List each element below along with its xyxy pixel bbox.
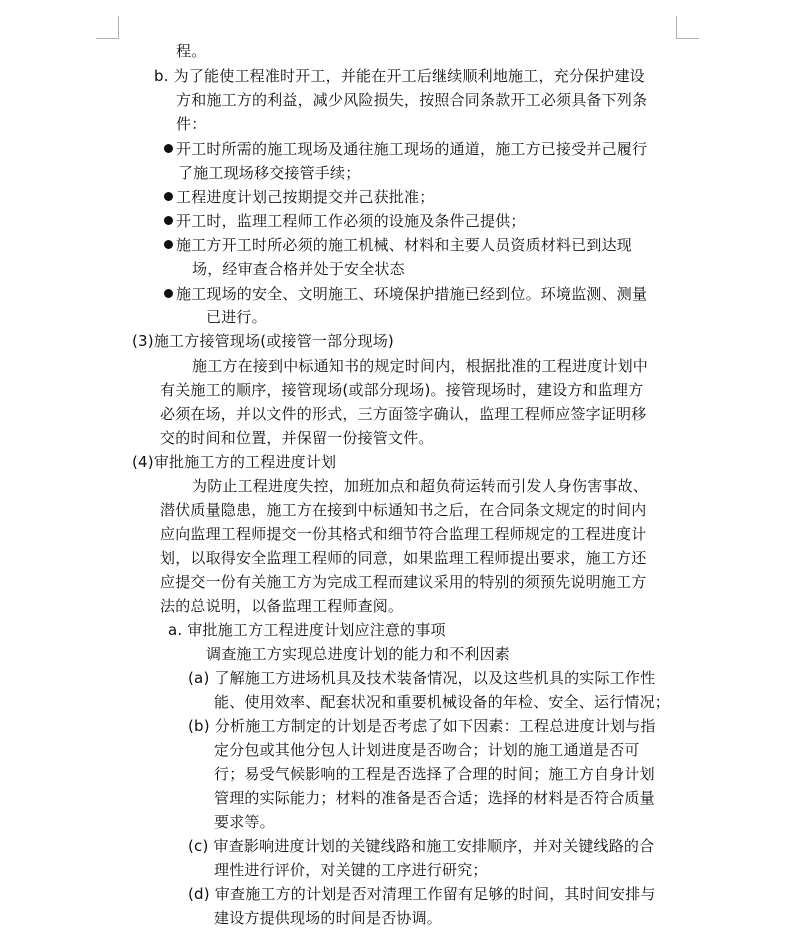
- bullet-icon: [164, 216, 173, 225]
- text-line: 施工方在接到中标通知书的规定时间内，根据批准的工程进度计划中: [192, 357, 649, 375]
- text-line: 管理的实际能力；材料的准备是否合适；选择的材料是否符合质量: [214, 789, 655, 807]
- bullet-item: [164, 186, 434, 208]
- text-line: 为防止工程进度失控，加班加点和超负荷运转而引发人身伤害事故、: [192, 477, 649, 495]
- bullet-icon: [164, 192, 173, 201]
- bullet-text: 工程进度计划己按期提交并己获批准；: [176, 188, 435, 206]
- bullet-item: [164, 283, 647, 305]
- text-line: 要求等。: [214, 813, 275, 831]
- bullet-text: 施工现场的安全、文明施工、环境保护措施已经到位。环境监测、测量: [176, 285, 648, 303]
- text-line: 场，经审查合格并处于安全状态: [192, 260, 405, 278]
- section-heading: (3)施工方接管现场(或接管一部分现场): [132, 332, 394, 350]
- text-line: 应提交一份有关施工方为完成工程而建议采用的特别的须预先说明施工方: [160, 573, 647, 591]
- text-line: 方和施工方的利益，减少风险损失，按照合同条款开工必须具备下列条: [176, 91, 648, 109]
- bullet-item: [164, 210, 526, 232]
- bullet-icon: [164, 240, 173, 249]
- subsection-heading: a. 审批施工方工程进度计划应注意的事项: [168, 621, 446, 639]
- text-line: 程。: [176, 42, 207, 60]
- bullet-icon: [164, 144, 173, 153]
- text-line: (c) 审查影响进度计划的关键线路和施工安排顺序，并对关键线路的合: [188, 837, 655, 855]
- bullet-text: 开工时，监理工程师工作必须的设施及条件己提供；: [176, 212, 526, 230]
- text-line: (b) 分析施工方制定的计划是否考虑了如下因素：工程总进度计划与指: [188, 717, 656, 735]
- text-line: 有关施工的顺序，接管现场(或部分现场)。接管现场时，建设方和监理方: [160, 381, 644, 399]
- text-line: 已进行。: [206, 308, 267, 326]
- text-line: 能、使用效率、配套状况和重要机械设备的年检、安全、运行情况；: [214, 693, 671, 711]
- margin-corner-mark-top-left: [96, 16, 119, 39]
- bullet-item: [164, 234, 632, 256]
- bullet-item: [164, 138, 647, 160]
- margin-corner-mark-top-right: [676, 16, 699, 39]
- text-line: 定分包或其他分包人计划进度是否吻合；计划的施工通道是否可: [214, 741, 640, 759]
- text-line: 行；易受气候影响的工程是否选择了合理的时间；施工方自身计划: [214, 765, 655, 783]
- text-line: 潜伏质量隐患，施工方在接到中标通知书之后，在合同条文规定的时间内: [160, 501, 647, 519]
- bullet-text: 施工方开工时所必须的施工机械、材料和主要人员资质材料已到达现: [176, 236, 633, 254]
- text-line: b. 为了能使工程准时开工，并能在开工后继续顺利地施工，充分保护建设: [154, 67, 645, 85]
- bullet-text: 开工时所需的施工现场及通往施工现场的通道，施工方已接受并己履行: [176, 140, 648, 158]
- text-line: (a) 了解施工方进场机具及技术装备情况，以及这些机具的实际工作性: [188, 669, 656, 687]
- text-line: 应向监理工程师提交一份其格式和细节符合监理工程师规定的工程进度计: [160, 525, 647, 543]
- text-line: 件：: [176, 115, 207, 133]
- text-line: 必须在场，并以文件的形式，三方面签字确认，监理工程师应签字证明移: [160, 405, 647, 423]
- text-line: 法的总说明，以备监理工程师查阅。: [160, 597, 404, 615]
- text-line: 了施工现场移交接管手续；: [178, 164, 361, 182]
- text-line: 理性进行评价，对关键的工序进行研究；: [214, 861, 488, 879]
- section-heading: (4)审批施工方的工程进度计划: [132, 453, 337, 471]
- text-line: (d) 审查施工方的计划是否对清理工作留有足够的时间，其时间安排与: [188, 885, 656, 903]
- text-line: 建设方提供现场的时间是否协调。: [214, 909, 443, 927]
- bullet-icon: [164, 289, 173, 298]
- text-line: 交的时间和位置，并保留一份接管文件。: [160, 429, 434, 447]
- text-line: 划，以取得安全监理工程师的同意，如果监理工程师提出要求，施工方还: [160, 549, 647, 567]
- text-line: 调查施工方实现总进度计划的能力和不利因素: [206, 645, 511, 663]
